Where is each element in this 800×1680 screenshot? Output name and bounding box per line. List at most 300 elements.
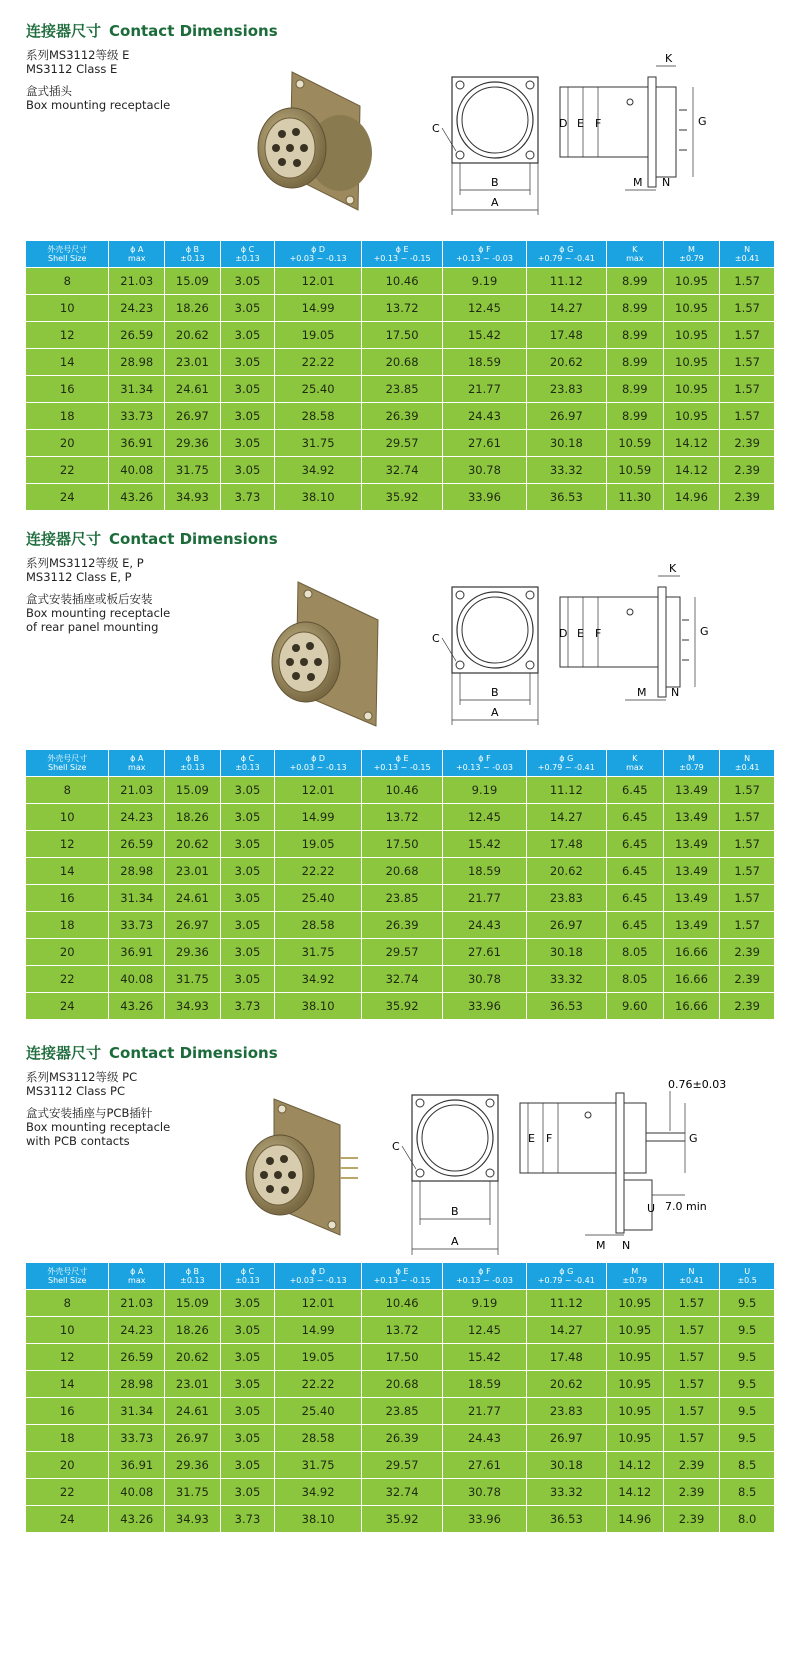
table-cell: 13.49 bbox=[663, 804, 720, 831]
table-row bbox=[26, 322, 775, 349]
table-cell: 3.05 bbox=[220, 831, 275, 858]
table-cell: 10.46 bbox=[361, 777, 442, 804]
table-cell: 3.05 bbox=[220, 858, 275, 885]
table-cell: 9.5 bbox=[720, 1317, 775, 1344]
table-cell: 18.26 bbox=[165, 295, 221, 322]
table-cell: 6.45 bbox=[606, 885, 663, 912]
table-cell: 23.85 bbox=[361, 885, 442, 912]
table-cell: 13.49 bbox=[663, 912, 720, 939]
table-cell: 10.46 bbox=[361, 268, 442, 295]
shell-size-cell: 10 bbox=[26, 1317, 109, 1344]
table-cell: 32.74 bbox=[361, 457, 442, 484]
table-cell: 3.05 bbox=[220, 1317, 275, 1344]
table-row bbox=[26, 1371, 775, 1398]
shell-size-cell: 18 bbox=[26, 403, 109, 430]
section-class-pc bbox=[0, 1020, 800, 1680]
table-cell: 36.53 bbox=[526, 1506, 606, 1533]
column-header-name: ϕ A bbox=[130, 754, 144, 763]
type-en-line-1: Box mounting receptacle bbox=[26, 606, 171, 620]
table-cell: 19.05 bbox=[275, 831, 362, 858]
column-header-name: ϕ B bbox=[185, 754, 200, 763]
table-cell: 3.05 bbox=[220, 457, 275, 484]
column-header bbox=[361, 1263, 442, 1290]
label-b: B bbox=[491, 176, 499, 189]
table-cell: 1.57 bbox=[720, 885, 775, 912]
label-b: B bbox=[491, 686, 499, 699]
label-c: C bbox=[432, 122, 440, 135]
table-cell: 12.01 bbox=[275, 777, 362, 804]
section-title bbox=[26, 1042, 278, 1063]
dimension-drawing bbox=[385, 1075, 730, 1260]
table-cell: 1.57 bbox=[720, 268, 775, 295]
table-cell: 2.39 bbox=[663, 1479, 720, 1506]
table-cell: 15.09 bbox=[165, 1290, 221, 1317]
table-cell: 17.50 bbox=[361, 831, 442, 858]
table-cell: 13.49 bbox=[663, 858, 720, 885]
column-header-tolerance: Shell Size bbox=[47, 763, 87, 772]
table-cell: 33.96 bbox=[443, 993, 526, 1020]
table-cell: 30.18 bbox=[526, 939, 606, 966]
table-row bbox=[26, 993, 775, 1020]
table-cell: 36.91 bbox=[109, 430, 165, 457]
column-header bbox=[526, 1263, 606, 1290]
title-en: Contact Dimensions bbox=[109, 530, 278, 548]
table-cell: 20.62 bbox=[165, 1344, 221, 1371]
table-cell: 21.03 bbox=[109, 268, 165, 295]
table-cell: 12.01 bbox=[275, 268, 362, 295]
table-cell: 20.68 bbox=[361, 1371, 442, 1398]
table-cell: 9.5 bbox=[720, 1425, 775, 1452]
table-row bbox=[26, 1425, 775, 1452]
label-e: E bbox=[577, 627, 584, 640]
table-cell: 12.45 bbox=[443, 295, 526, 322]
table-cell: 10.95 bbox=[606, 1425, 663, 1452]
column-header bbox=[165, 750, 221, 777]
table-cell: 32.74 bbox=[361, 1479, 442, 1506]
table-cell: 20.68 bbox=[361, 349, 442, 376]
table-cell: 10.95 bbox=[606, 1344, 663, 1371]
table-cell: 31.75 bbox=[165, 966, 221, 993]
column-header-name: N bbox=[744, 245, 751, 254]
table-cell: 33.73 bbox=[109, 1425, 165, 1452]
table-cell: 14.27 bbox=[526, 295, 606, 322]
table-cell: 3.05 bbox=[220, 777, 275, 804]
table-cell: 24.23 bbox=[109, 295, 165, 322]
table-cell: 23.83 bbox=[526, 1398, 606, 1425]
table-row bbox=[26, 912, 775, 939]
table-cell: 3.05 bbox=[220, 430, 275, 457]
series-cn: 系列MS3112等级 PC bbox=[26, 1070, 138, 1084]
table-cell: 11.12 bbox=[526, 777, 606, 804]
table-cell: 1.57 bbox=[663, 1371, 720, 1398]
shell-size-cell: 14 bbox=[26, 349, 109, 376]
table-cell: 19.05 bbox=[275, 1344, 362, 1371]
shell-size-cell: 10 bbox=[26, 804, 109, 831]
table-cell: 27.61 bbox=[443, 939, 526, 966]
column-header-tolerance: +0.79 ~ -0.41 bbox=[537, 254, 595, 263]
table-cell: 15.09 bbox=[165, 777, 221, 804]
series-cn: 系列MS3112等级 E, P bbox=[26, 556, 144, 570]
column-header-tolerance: +0.13 ~ -0.03 bbox=[455, 763, 513, 772]
column-header bbox=[109, 750, 165, 777]
table-cell: 11.12 bbox=[526, 1290, 606, 1317]
shell-size-cell: 20 bbox=[26, 430, 109, 457]
column-header bbox=[526, 750, 606, 777]
dimension-table bbox=[25, 1262, 775, 1533]
label-a: A bbox=[491, 196, 499, 209]
table-cell: 24.61 bbox=[165, 1398, 221, 1425]
table-cell: 1.57 bbox=[720, 777, 775, 804]
description bbox=[26, 1070, 170, 1148]
table-cell: 6.45 bbox=[606, 804, 663, 831]
dimension-drawing bbox=[425, 50, 725, 215]
table-cell: 1.57 bbox=[720, 403, 775, 430]
section-title bbox=[26, 20, 278, 41]
table-cell: 6.45 bbox=[606, 858, 663, 885]
table-cell: 2.39 bbox=[720, 457, 775, 484]
title-cn: 连接器尺寸 bbox=[26, 530, 102, 548]
column-header-tolerance: ±0.79 bbox=[679, 763, 704, 772]
column-header bbox=[361, 750, 442, 777]
table-cell: 3.05 bbox=[220, 1479, 275, 1506]
table-cell: 3.05 bbox=[220, 885, 275, 912]
table-cell: 10.95 bbox=[606, 1371, 663, 1398]
table-cell: 12.45 bbox=[443, 1317, 526, 1344]
column-header-tolerance: ±0.79 bbox=[622, 1276, 648, 1285]
table-cell: 24.43 bbox=[443, 1425, 526, 1452]
table-cell: 9.19 bbox=[443, 1290, 526, 1317]
table-cell: 10.46 bbox=[361, 1290, 442, 1317]
column-header-name: ϕ G bbox=[559, 754, 574, 763]
column-header-tolerance: +0.13 ~ -0.15 bbox=[373, 254, 431, 263]
table-cell: 29.36 bbox=[165, 430, 221, 457]
table-cell: 33.32 bbox=[526, 966, 606, 993]
table-cell: 9.19 bbox=[443, 268, 526, 295]
shell-size-cell: 22 bbox=[26, 457, 109, 484]
label-e: E bbox=[577, 117, 584, 130]
table-row bbox=[26, 966, 775, 993]
column-header-tolerance: ±0.13 bbox=[235, 1276, 260, 1285]
table-cell: 28.98 bbox=[109, 1371, 165, 1398]
table-cell: 26.39 bbox=[361, 912, 442, 939]
table-cell: 3.05 bbox=[220, 939, 275, 966]
column-header-tolerance: +0.79 ~ -0.41 bbox=[537, 763, 595, 772]
table-cell: 8.5 bbox=[720, 1479, 775, 1506]
label-pin-length: 7.0 min bbox=[665, 1200, 707, 1213]
table-cell: 30.18 bbox=[526, 1452, 606, 1479]
column-header bbox=[443, 241, 526, 268]
table-cell: 14.12 bbox=[606, 1452, 663, 1479]
table-cell: 26.59 bbox=[109, 322, 165, 349]
dimension-table bbox=[25, 749, 775, 1020]
table-cell: 24.43 bbox=[443, 912, 526, 939]
shell-size-cell: 8 bbox=[26, 777, 109, 804]
table-cell: 15.42 bbox=[443, 831, 526, 858]
table-cell: 21.77 bbox=[443, 376, 526, 403]
table-cell: 36.53 bbox=[526, 484, 606, 511]
table-cell: 24.61 bbox=[165, 376, 221, 403]
table-cell: 23.01 bbox=[165, 1371, 221, 1398]
table-cell: 3.05 bbox=[220, 912, 275, 939]
shell-size-cell: 12 bbox=[26, 831, 109, 858]
column-header-name: ϕ A bbox=[130, 1267, 144, 1276]
column-header bbox=[165, 241, 221, 268]
table-cell: 21.03 bbox=[109, 1290, 165, 1317]
shell-size-cell: 22 bbox=[26, 1479, 109, 1506]
column-header-name: ϕ F bbox=[478, 1267, 491, 1276]
table-cell: 43.26 bbox=[109, 484, 165, 511]
table-cell: 6.45 bbox=[606, 777, 663, 804]
table-cell: 1.57 bbox=[720, 912, 775, 939]
column-header-tolerance: ±0.13 bbox=[235, 763, 260, 772]
column-header bbox=[220, 241, 275, 268]
table-cell: 11.30 bbox=[606, 484, 663, 511]
dimension-table bbox=[25, 240, 775, 511]
label-f: F bbox=[595, 627, 602, 640]
table-cell: 17.50 bbox=[361, 322, 442, 349]
table-cell: 26.97 bbox=[526, 1425, 606, 1452]
column-header-name: K bbox=[632, 754, 638, 763]
table-row bbox=[26, 268, 775, 295]
table-cell: 14.96 bbox=[663, 484, 720, 511]
table-cell: 8.05 bbox=[606, 966, 663, 993]
table-cell: 17.48 bbox=[526, 322, 606, 349]
table-row bbox=[26, 349, 775, 376]
column-header-tolerance: ±0.41 bbox=[734, 254, 760, 263]
column-header-tolerance: max bbox=[626, 254, 644, 263]
column-header-tolerance: max bbox=[626, 763, 644, 772]
label-n: N bbox=[622, 1239, 631, 1252]
table-cell: 13.49 bbox=[663, 777, 720, 804]
label-g: G bbox=[698, 115, 707, 128]
column-header bbox=[220, 750, 275, 777]
table-cell: 3.05 bbox=[220, 403, 275, 430]
table-cell: 10.95 bbox=[663, 322, 720, 349]
table-cell: 13.72 bbox=[361, 804, 442, 831]
shell-size-cell: 24 bbox=[26, 993, 109, 1020]
column-header-name: M bbox=[688, 754, 695, 763]
table-cell: 1.57 bbox=[663, 1317, 720, 1344]
table-cell: 6.45 bbox=[606, 831, 663, 858]
table-cell: 1.57 bbox=[720, 376, 775, 403]
table-cell: 10.95 bbox=[663, 295, 720, 322]
table-cell: 10.95 bbox=[663, 403, 720, 430]
column-header bbox=[606, 1263, 663, 1290]
table-cell: 25.40 bbox=[275, 1398, 362, 1425]
shell-size-cell: 16 bbox=[26, 376, 109, 403]
table-cell: 22.22 bbox=[275, 349, 362, 376]
table-cell: 31.75 bbox=[165, 1479, 221, 1506]
table-cell: 31.75 bbox=[165, 457, 221, 484]
table-cell: 21.77 bbox=[443, 885, 526, 912]
table-cell: 8.5 bbox=[720, 1452, 775, 1479]
column-header-name: ϕ B bbox=[185, 1267, 200, 1276]
label-d: D bbox=[559, 117, 568, 130]
table-cell: 14.99 bbox=[275, 1317, 362, 1344]
table-cell: 29.57 bbox=[361, 1452, 442, 1479]
table-cell: 3.05 bbox=[220, 804, 275, 831]
table-cell: 14.12 bbox=[663, 430, 720, 457]
column-header-tolerance: ±0.13 bbox=[180, 763, 205, 772]
table-cell: 1.57 bbox=[720, 831, 775, 858]
table-cell: 14.12 bbox=[663, 457, 720, 484]
table-cell: 38.10 bbox=[275, 484, 362, 511]
column-header-tolerance: ±0.41 bbox=[679, 1276, 704, 1285]
column-header-tolerance: +0.13 ~ -0.15 bbox=[373, 763, 431, 772]
column-header-name: U bbox=[744, 1267, 751, 1276]
table-cell: 20.62 bbox=[526, 349, 606, 376]
table-cell: 23.85 bbox=[361, 1398, 442, 1425]
table-cell: 35.92 bbox=[361, 993, 442, 1020]
table-cell: 14.27 bbox=[526, 1317, 606, 1344]
table-row bbox=[26, 885, 775, 912]
column-header-name: M bbox=[688, 245, 695, 254]
label-pin-diameter: 0.76±0.03 bbox=[668, 1078, 727, 1091]
table-cell: 16.66 bbox=[663, 939, 720, 966]
table-cell: 3.05 bbox=[220, 1452, 275, 1479]
table-cell: 24.23 bbox=[109, 1317, 165, 1344]
connector-photo bbox=[232, 1095, 382, 1245]
column-header-tolerance: ±0.79 bbox=[679, 254, 704, 263]
table-row bbox=[26, 804, 775, 831]
column-header-tolerance: +0.13 ~ -0.03 bbox=[455, 1276, 513, 1285]
table-cell: 26.97 bbox=[165, 403, 221, 430]
table-cell: 35.92 bbox=[361, 1506, 442, 1533]
table-cell: 2.39 bbox=[663, 1452, 720, 1479]
table-cell: 25.40 bbox=[275, 885, 362, 912]
label-e: E bbox=[528, 1132, 535, 1145]
column-header-name: N bbox=[744, 754, 751, 763]
table-cell: 31.75 bbox=[275, 430, 362, 457]
table-cell: 36.91 bbox=[109, 1452, 165, 1479]
column-header bbox=[443, 1263, 526, 1290]
table-cell: 18.26 bbox=[165, 1317, 221, 1344]
table-cell: 16.66 bbox=[663, 966, 720, 993]
shell-size-cell: 18 bbox=[26, 912, 109, 939]
shell-size-cell: 16 bbox=[26, 885, 109, 912]
table-row bbox=[26, 858, 775, 885]
column-header-name: N bbox=[688, 1267, 695, 1276]
column-header-name: 外壳号尺寸 bbox=[47, 754, 88, 763]
table-cell: 1.57 bbox=[720, 349, 775, 376]
table-row bbox=[26, 1398, 775, 1425]
table-cell: 3.05 bbox=[220, 1290, 275, 1317]
label-c: C bbox=[432, 632, 440, 645]
table-cell: 19.05 bbox=[275, 322, 362, 349]
table-cell: 38.10 bbox=[275, 993, 362, 1020]
table-cell: 23.85 bbox=[361, 376, 442, 403]
column-header-name: ϕ B bbox=[185, 245, 200, 254]
table-cell: 2.39 bbox=[663, 1506, 720, 1533]
table-cell: 15.42 bbox=[443, 1344, 526, 1371]
column-header-name: ϕ G bbox=[559, 245, 574, 254]
table-cell: 8.0 bbox=[720, 1506, 775, 1533]
shell-size-cell: 14 bbox=[26, 858, 109, 885]
section-class-e-p bbox=[0, 510, 800, 1030]
column-header-name: 外壳号尺寸 bbox=[47, 245, 88, 254]
table-row bbox=[26, 295, 775, 322]
label-u: U bbox=[647, 1202, 656, 1215]
table-cell: 3.05 bbox=[220, 349, 275, 376]
table-cell: 2.39 bbox=[720, 430, 775, 457]
series-en: MS3112 Class E bbox=[26, 62, 118, 76]
type-cn: 盒式安装插座或板后安装 bbox=[26, 592, 153, 606]
table-cell: 31.75 bbox=[275, 1452, 362, 1479]
table-cell: 27.61 bbox=[443, 1452, 526, 1479]
column-header-name: ϕ D bbox=[311, 245, 326, 254]
table-cell: 26.97 bbox=[526, 403, 606, 430]
table-header-row bbox=[26, 1263, 775, 1290]
table-cell: 24.23 bbox=[109, 804, 165, 831]
column-header bbox=[109, 1263, 165, 1290]
dimension-drawing bbox=[425, 560, 725, 725]
table-cell: 21.03 bbox=[109, 777, 165, 804]
label-k: K bbox=[665, 52, 673, 65]
table-cell: 14.27 bbox=[526, 804, 606, 831]
table-cell: 14.99 bbox=[275, 804, 362, 831]
column-header-tolerance: +0.03 ~ -0.13 bbox=[289, 763, 347, 772]
table-cell: 9.19 bbox=[443, 777, 526, 804]
table-cell: 18.26 bbox=[165, 804, 221, 831]
table-cell: 10.95 bbox=[663, 268, 720, 295]
shell-size-cell: 20 bbox=[26, 939, 109, 966]
table-cell: 2.39 bbox=[720, 966, 775, 993]
table-cell: 8.99 bbox=[606, 322, 663, 349]
table-body bbox=[26, 777, 775, 1020]
table-cell: 38.10 bbox=[275, 1506, 362, 1533]
table-cell: 33.32 bbox=[526, 457, 606, 484]
table-cell: 22.22 bbox=[275, 1371, 362, 1398]
table-cell: 3.05 bbox=[220, 1371, 275, 1398]
column-header bbox=[720, 750, 775, 777]
table-cell: 34.93 bbox=[165, 484, 221, 511]
column-header-name: 外壳号尺寸 bbox=[47, 1267, 88, 1276]
table-cell: 34.93 bbox=[165, 993, 221, 1020]
table-row bbox=[26, 1317, 775, 1344]
table-cell: 9.5 bbox=[720, 1371, 775, 1398]
table-cell: 2.39 bbox=[720, 939, 775, 966]
shell-size-cell: 22 bbox=[26, 966, 109, 993]
table-cell: 2.39 bbox=[720, 993, 775, 1020]
title-cn: 连接器尺寸 bbox=[26, 22, 102, 40]
table-row bbox=[26, 1506, 775, 1533]
table-cell: 28.98 bbox=[109, 349, 165, 376]
table-cell: 13.72 bbox=[361, 295, 442, 322]
table-cell: 1.57 bbox=[663, 1398, 720, 1425]
column-header bbox=[275, 241, 362, 268]
column-header-name: K bbox=[632, 245, 638, 254]
column-header-tolerance: +0.03 ~ -0.13 bbox=[289, 1276, 347, 1285]
column-header-tolerance: max bbox=[128, 763, 146, 772]
table-cell: 26.39 bbox=[361, 1425, 442, 1452]
table-cell: 36.91 bbox=[109, 939, 165, 966]
table-cell: 1.57 bbox=[663, 1344, 720, 1371]
table-cell: 36.53 bbox=[526, 993, 606, 1020]
column-header-tolerance: Shell Size bbox=[47, 1276, 87, 1285]
table-cell: 26.97 bbox=[165, 912, 221, 939]
table-cell: 1.57 bbox=[720, 858, 775, 885]
table-row bbox=[26, 831, 775, 858]
table-cell: 24.43 bbox=[443, 403, 526, 430]
table-row bbox=[26, 403, 775, 430]
table-cell: 12.45 bbox=[443, 804, 526, 831]
label-f: F bbox=[595, 117, 602, 130]
table-cell: 29.36 bbox=[165, 939, 221, 966]
table-cell: 8.99 bbox=[606, 268, 663, 295]
table-cell: 13.49 bbox=[663, 831, 720, 858]
table-cell: 8.99 bbox=[606, 349, 663, 376]
table-cell: 12.01 bbox=[275, 1290, 362, 1317]
